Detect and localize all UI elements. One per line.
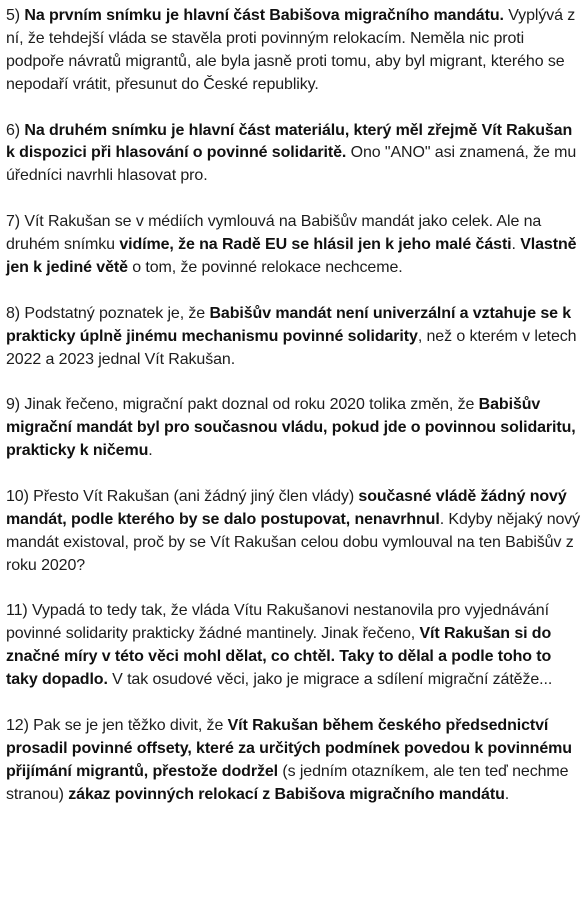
text-segment: 10) Přesto Vít Rakušan (ani žádný jiný člen vlády) bbox=[6, 487, 359, 505]
text-segment: 7) Vít Rakušan se v médiích vymlouvá na Babišův mandát jako celek. Ale na druhém snímku bbox=[6, 213, 542, 254]
text-segment: Vyplývá z ní, že tehdejší vláda se stavěla proti povinným relokacím. Neměla nic proti podpoře návratů migrantů, ale byla jasně proti tomu, aby byl migrant, kterého se nepodaří vrátit, přesunut do České republiky. bbox=[6, 7, 576, 93]
text-segment: 8) Podstatný poznatek je, že bbox=[6, 304, 210, 322]
text-segment: Ono "ANO" asi znamená, že mu úředníci navrhli hlasovat pro. bbox=[6, 144, 577, 185]
bold-text-segment: Na prvním snímku je hlavní část Babišova migračního mandátu. bbox=[24, 7, 504, 24]
text-segment: . bbox=[504, 785, 510, 803]
text-segment: 12) Pak se je jen těžko divit, že bbox=[6, 716, 228, 734]
text-segment: 5) bbox=[6, 7, 25, 24]
bold-text-segment: vidíme, že na Radě EU se hlásil jen k jeho malé části bbox=[119, 236, 512, 254]
text-segment: (s jedním otazníkem, ale ten teď nechme stranou) bbox=[6, 762, 569, 803]
text-segment: . Kdyby nějaký nový mandát existoval, proč by se Vít Rakušan celou dobu vymlouval na ten Babišův z roku 2020? bbox=[6, 510, 581, 574]
text-segment: 6) bbox=[6, 121, 25, 139]
bold-text-segment: Na druhém snímku je hlavní část materiálu, který měl zřejmě Vít Rakušan k dispozici při hlasování o povinné solidaritě. bbox=[6, 121, 573, 162]
paragraph-5 bbox=[6, 5, 584, 97]
bold-text-segment: Vít Rakušan během českého předsednictví prosadil povinné offsety, které za určitých podmínek povedou k povinnému přijímání migrantů, přestože dodržel bbox=[6, 716, 572, 780]
bold-text-segment: Vlastně jen k jediné větě bbox=[6, 236, 577, 276]
bold-text-segment: Vít Rakušan si do značné míry v této věci mohl dělat, co chtěl. Taky to dělal a podle toho to taky dopadlo. bbox=[6, 625, 552, 689]
post-text bbox=[6, 5, 584, 807]
text-segment: 9) Jinak řečeno, migrační pakt doznal od roku 2020 tolika změn, že bbox=[6, 396, 479, 414]
paragraph-6 bbox=[6, 120, 584, 189]
paragraph-9 bbox=[6, 394, 584, 463]
paragraph-7 bbox=[6, 211, 584, 280]
text-segment: o tom, že povinné relokace nechceme. bbox=[127, 258, 403, 276]
paragraph-8 bbox=[6, 303, 584, 372]
text-segment: . bbox=[148, 442, 153, 460]
bold-text-segment: Babišův migrační mandát byl pro současnou vládu, pokud jde o povinnou solidaritu, prakticky k ničemu bbox=[6, 396, 576, 460]
paragraph-12 bbox=[6, 715, 584, 807]
paragraph-11 bbox=[6, 600, 584, 692]
paragraph-10 bbox=[6, 486, 584, 578]
text-segment: 11) Vypadá to tedy tak, že vláda Vítu Rakušanovi nestanovila pro vyjednávání povinné solidarity prakticky žádné mantinely. Jinak řečeno, bbox=[6, 602, 549, 643]
text-segment: V tak osudové věci, jako je migrace a sdílení migrační zátěže... bbox=[107, 671, 553, 689]
bold-text-segment: současné vládě žádný nový mandát, podle kterého by se dalo postupovat, nenavrhnul bbox=[6, 487, 567, 528]
text-segment: , než o kterém v letech 2022 a 2023 jednal Vít Rakušan. bbox=[6, 327, 577, 368]
text-segment: . bbox=[511, 236, 521, 254]
bold-text-segment: Babišův mandát není univerzální a vztahuje se k prakticky úplně jinému mechanismu povinné solidarity bbox=[6, 304, 572, 345]
bold-text-segment: zákaz povinných relokací z Babišova migračního mandátu bbox=[68, 785, 505, 803]
